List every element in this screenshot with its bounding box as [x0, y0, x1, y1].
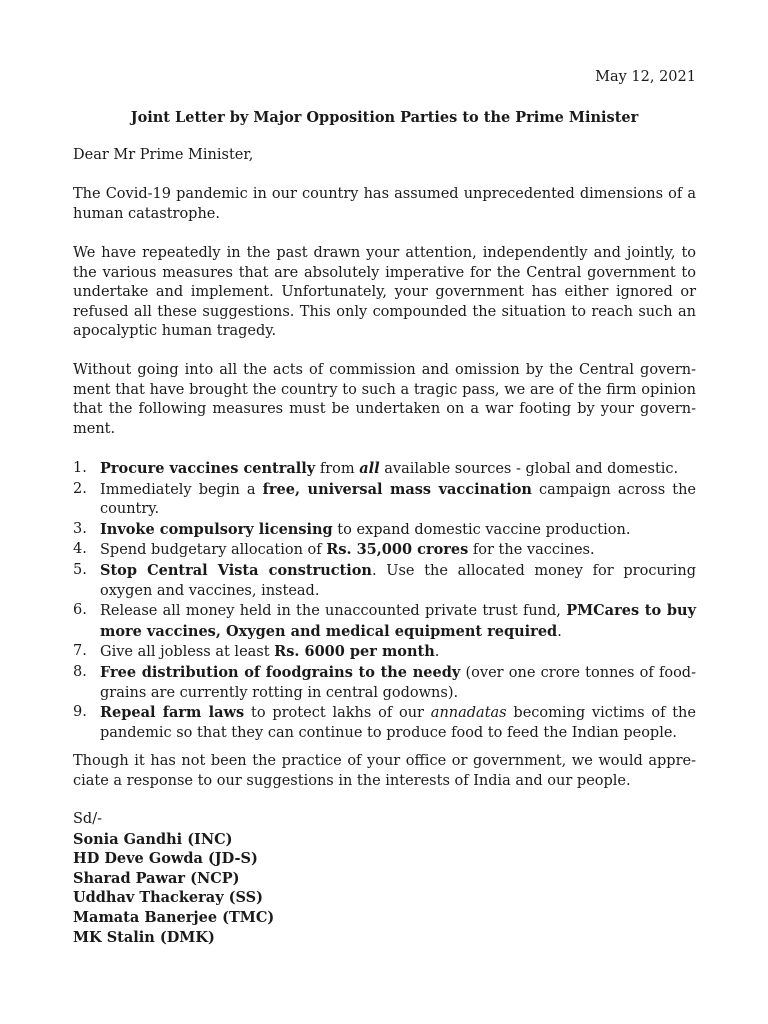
- list-item-number: 7.: [73, 643, 87, 660]
- list-item: [73, 601, 696, 642]
- list-item-number: 2.: [73, 480, 87, 497]
- signatory-name: Sharad Pawar (NCP): [73, 869, 240, 887]
- list-item-text: to protect lakhs of our: [244, 705, 431, 722]
- list-item-text: from: [315, 461, 360, 477]
- list-item: [73, 459, 696, 480]
- list-item: [73, 540, 696, 561]
- list-item-text: Give all jobless at least: [100, 644, 275, 661]
- list-item-text: Spend budgetary allocation of: [100, 542, 327, 559]
- list-item-text: Rs. 6000 per month: [274, 643, 435, 661]
- letter-date: May 12, 2021: [595, 69, 696, 85]
- list-item-text: free, universal mass vaccination: [262, 480, 532, 498]
- list-item-text: all: [359, 460, 380, 477]
- list-item-text: Invoke compulsory licensing: [100, 520, 333, 538]
- list-item-number: 4.: [73, 541, 87, 558]
- signatory-name: MK Stalin (DMK): [73, 928, 215, 946]
- list-item: [73, 642, 696, 663]
- signatories-list: [73, 830, 274, 948]
- list-item-text: Immediately begin a: [100, 481, 263, 498]
- list-item-number: 5.: [73, 561, 87, 578]
- list-item-text: to expand domestic vaccine production.: [332, 521, 631, 538]
- list-item-text: . Use the allocated money for procuring oxygen and vaccines, instead.: [100, 562, 696, 599]
- list-item-number: 1.: [73, 460, 87, 476]
- list-item-text: Procure vaccines centrally: [100, 460, 316, 477]
- signature-block: [73, 810, 274, 947]
- paragraph-past-attention: We have repeatedly in the past drawn your attention, independently and jointly, to the various measures that are absolutely imperative for the Central government to undertake and implement. Unfortunately, your government has either ignored or refused all these suggestions. This only compounded the situation to reach such an apocalyptic human tragedy.: [73, 245, 696, 340]
- paragraph-closing: Though it has not been the practice of your office or government, we would appre-ciate a response to our suggestions in the interests of India and our people.: [73, 753, 696, 789]
- list-item-text: Free distribution of foodgrains to the needy: [100, 663, 461, 681]
- list-item-text: .: [557, 623, 562, 640]
- list-item-number: 9.: [73, 704, 87, 721]
- list-item-text: for the vaccines.: [468, 542, 595, 559]
- list-item-number: 6.: [73, 602, 87, 619]
- list-item-text: becoming victims of the pandemic so that they can continue to produce food to feed the Indian people.: [100, 705, 696, 741]
- list-item: [73, 663, 696, 703]
- list-item: [73, 520, 696, 541]
- list-item-number: 8.: [73, 663, 87, 680]
- demands-list: [73, 459, 696, 743]
- list-item-number: 3.: [73, 520, 87, 537]
- list-item-text: .: [434, 644, 440, 661]
- paragraph-measures-intro: Without going into all the acts of commission and omission by the Central govern-ment that have brought the country to such a tragic pass, we are of the firm opinion that the following measures must be undertaken on a war footing by your govern-ment.: [73, 362, 696, 437]
- list-item-text: (over one crore tonnes of food-grains are currently rotting in central godowns).: [100, 664, 696, 701]
- signatory-name: Mamata Banerjee (TMC): [73, 908, 275, 926]
- list-item-text: Repeal farm laws: [100, 704, 245, 722]
- list-item: [73, 480, 696, 520]
- list-item-text: Release all money held in the unaccounted private trust fund,: [100, 603, 567, 620]
- signoff: Sd/-: [73, 811, 102, 827]
- list-item-text: campaign across the country.: [100, 481, 696, 518]
- salutation: Dear Mr Prime Minister,: [73, 147, 254, 163]
- signatory-name: Sonia Gandhi (INC): [73, 830, 233, 848]
- list-item-text: available sources - global and domestic.: [379, 461, 679, 477]
- signatory-name: Uddhav Thackeray (SS): [73, 889, 264, 907]
- list-item: [73, 703, 696, 743]
- signatory-name: HD Deve Gowda (JD-S): [73, 850, 258, 868]
- list-item: [73, 561, 696, 601]
- list-item-text: Rs. 35,000 crores: [326, 541, 469, 559]
- paragraph-intro: The Covid-19 pandemic in our country has assumed unprecedented dimensions of a human catastrophe.: [73, 186, 696, 222]
- list-item-text: PMCares to buy more vaccines, Oxygen and medical equipment required: [100, 602, 696, 640]
- letter-title: Joint Letter by Major Opposition Parties to the Prime Minister: [130, 109, 639, 126]
- list-item-text: Stop Central Vista construction: [100, 561, 372, 579]
- list-item-text: annadatas: [430, 705, 507, 722]
